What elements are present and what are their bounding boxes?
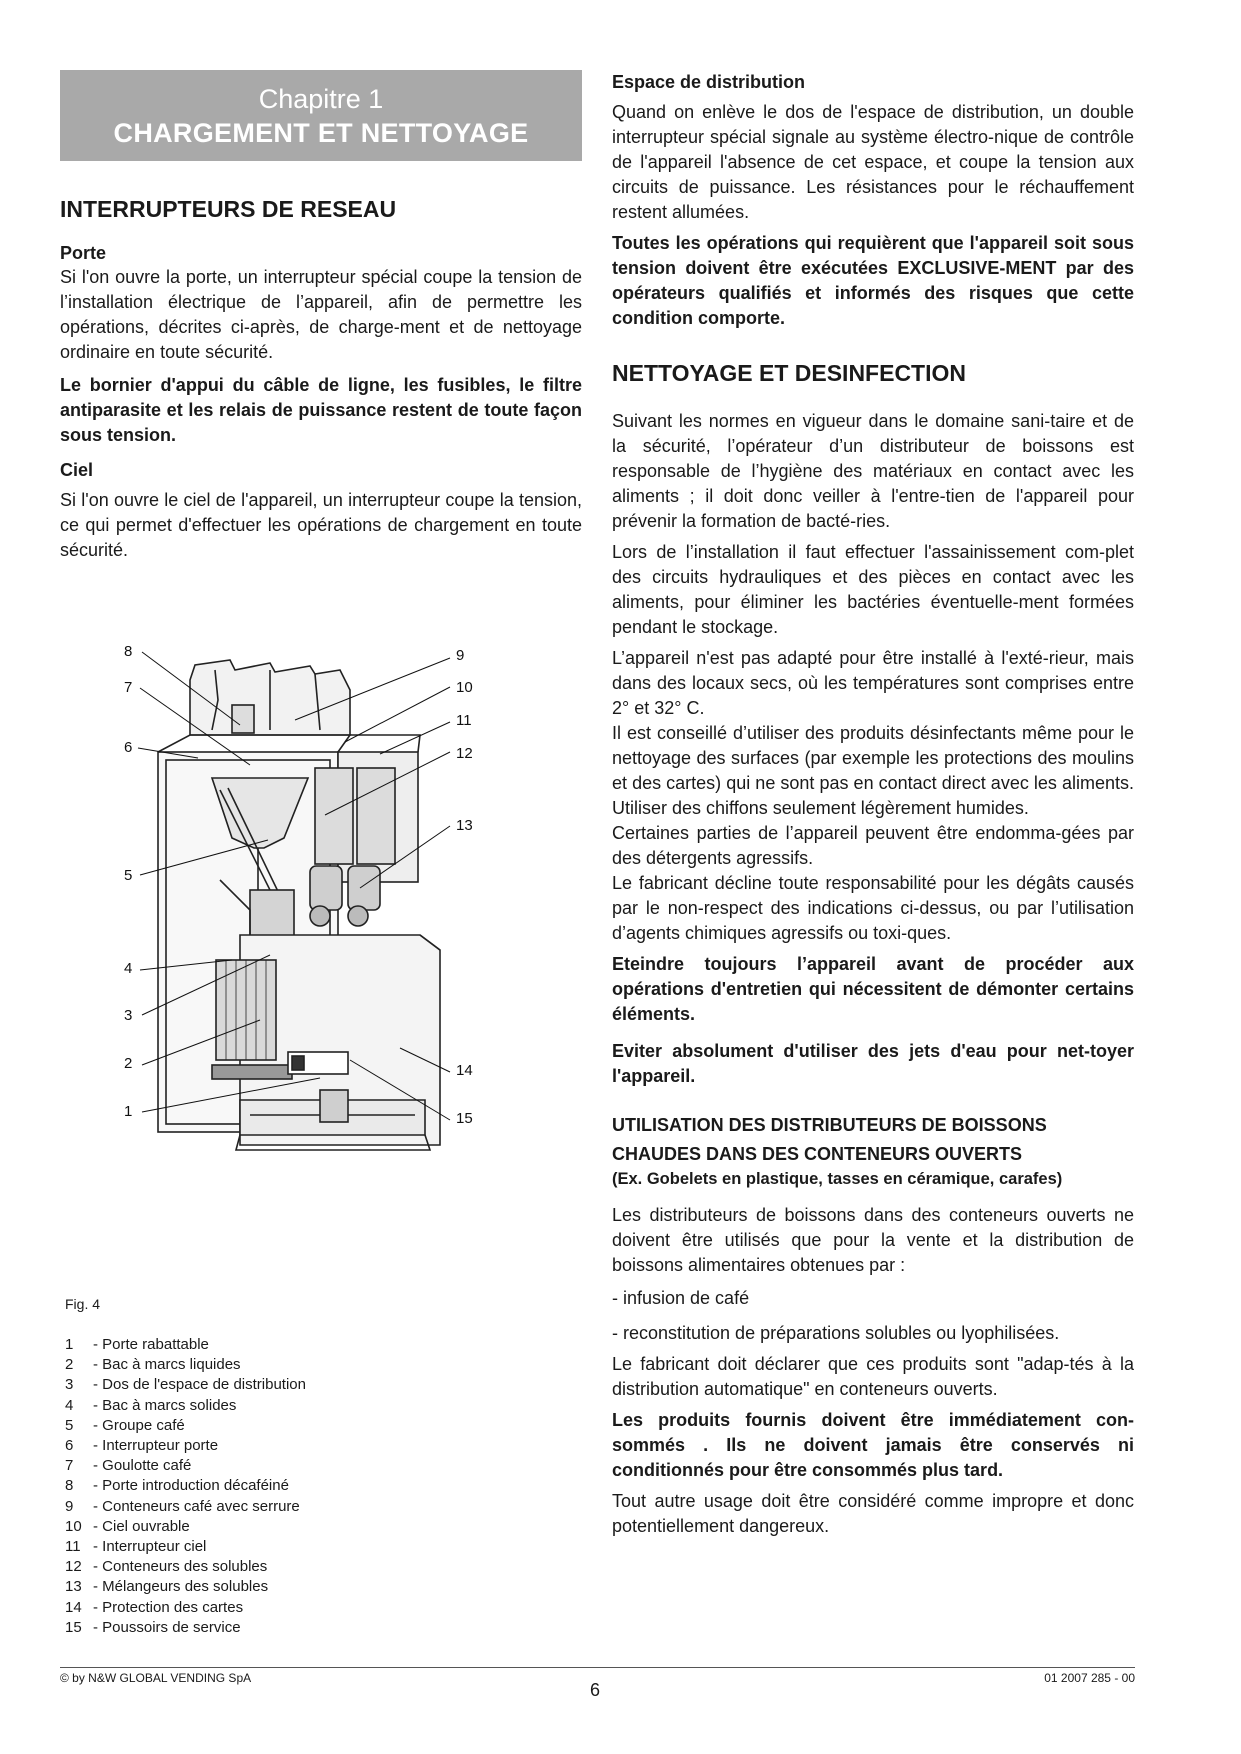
section-heading-utilisation [612, 1111, 1134, 1169]
subheading-espace: Espace de distribution [612, 72, 806, 92]
nettoyage-paragraph-4: Il est conseillé d’utiliser des produits désinfectants même pour le nettoyage des surfaces (par exemple les protections des moulins et des cartes) qui ne sont pas en contact direct avec les aliments. Utiliser des chiffons seulement légèrement humides. [612, 723, 1134, 818]
utilisation-examples: (Ex. Gobelets en plastique, tasses en céramique, carafes) [612, 1170, 1063, 1188]
subheading-porte: Porte [60, 243, 107, 263]
nettoyage-paragraph-1: Suivant les normes en vigueur dans le domaine sani-taire et de la sécurité, l’opérateur d’un distributeur de boissons est responsable de l’hygiène des matériaux en contact avec les aliments ; il doit donc veiller à l'entre-tien de l'appareil pour prévenir la formation de bacté-ries. [612, 411, 1134, 531]
nettoyage-warning-2: Eviter absolument d'utiliser des jets d'eau pour net-toyer l'appareil. [612, 1041, 1134, 1086]
callout-13: 13 [456, 817, 473, 834]
callout-15: 15 [456, 1110, 473, 1127]
nettoyage-paragraph-2: Lors de l’installation il faut effectuer l'assainissement com-plet des circuits hydrauliques et des pièces en contact avec les aliments, pour éliminer les bactéries éventuelle-ment formées pendant le stockage. [612, 542, 1134, 637]
callout-2: 2 [124, 1055, 133, 1072]
machine-diagram [120, 643, 540, 1260]
utilisation-paragraph-2: Le fabricant doit déclarer que ces produits sont "adap-tés à la distribution automatique" en conteneurs ouverts. [612, 1354, 1134, 1399]
page-number: 6 [590, 1680, 601, 1700]
subheading-ciel: Ciel [60, 460, 94, 480]
legend-item: 5 - Groupe café [65, 1416, 185, 1434]
legend-item: 14 - Protection des cartes [65, 1598, 244, 1616]
chapter-title: CHARGEMENT ET NETTOYAGE [113, 117, 529, 148]
callout-10: 10 [456, 679, 473, 696]
nettoyage-paragraph-5: Certaines parties de l’appareil peuvent être endomma-gées par des détergents agressifs. [612, 823, 1134, 868]
legend-item: 8 - Porte introduction décaféiné [65, 1477, 289, 1495]
heading-line-1: UTILISATION DES DISTRIBUTEURS DE BOISSONS [612, 1115, 1047, 1135]
utilisation-paragraph-3: Tout autre usage doit être considéré comme impropre et donc potentiellement dangereux. [612, 1491, 1134, 1536]
espace-warning: Toutes les opérations qui requièrent que l'appareil soit sous tension doivent être exécutées EXCLUSIVE-MENT par des opérateurs qualifiés et informés des risques que cette condition comporte. [612, 233, 1134, 328]
callout-9: 9 [456, 647, 465, 664]
legend-item: 12 - Conteneurs des solubles [65, 1558, 268, 1576]
utilisation-list-item-1: - infusion de café [612, 1288, 750, 1308]
legend-item: 2 - Bac à marcs liquides [65, 1356, 241, 1374]
nettoyage-paragraph-3: L’appareil n'est pas adapté pour être installé à l'exté-rieur, mais dans des locaux secs, où les températures sont comprises entre 2° et 32° C. [612, 648, 1134, 718]
utilisation-paragraph-1: Les distributeurs de boissons dans des conteneurs ouverts ne doivent être utilisés que pour la vente et la distribution de boissons alimentaires obtenues par : [612, 1205, 1134, 1275]
section-heading-interrupteurs: INTERRUPTEURS DE RESEAU [60, 196, 397, 222]
callout-12: 12 [456, 745, 473, 762]
chapter-banner [60, 70, 582, 161]
legend-item: 4 - Bac à marcs solides [65, 1396, 237, 1414]
callout-14: 14 [456, 1062, 473, 1079]
legend-item: 3 - Dos de l'espace de distribution [65, 1376, 306, 1394]
footer-doc-number: 01 2007 285 - 00 [1044, 1671, 1135, 1685]
utilisation-list-item-2: - reconstitution de préparations solubles ou lyophilisées. [612, 1323, 1060, 1343]
porte-paragraph: Si l'on ouvre la porte, un interrupteur spécial coupe la tension de l’installation électrique de l’appareil, afin de permettre les opérations, décrites ci-après, de charge-ment et de nettoyage ordinaire en toute sécurité. [60, 267, 582, 362]
callout-8: 8 [124, 643, 133, 660]
nettoyage-paragraph-6: Le fabricant décline toute responsabilité pour les dégâts causés par le non-respect des indications ci-dessus, ou par l’utilisation d’agents chimiques agressifs ou toxi-ques. [612, 873, 1134, 943]
legend-item: 7 - Goulotte café [65, 1457, 192, 1475]
legend-item: 6 - Interrupteur porte [65, 1437, 219, 1455]
callout-7: 7 [124, 679, 133, 696]
heading-line-2: CHAUDES DANS DES CONTENEURS OUVERTS [612, 1144, 1023, 1164]
nettoyage-warning-1: Eteindre toujours l’appareil avant de procéder aux opérations d'entretien qui nécessitent de démonter certains éléments. [612, 954, 1134, 1024]
legend-item: 9 - Conteneurs café avec serrure [65, 1497, 300, 1515]
section-heading-nettoyage: NETTOYAGE ET DESINFECTION [612, 360, 966, 386]
callout-5: 5 [124, 867, 133, 884]
callout-1: 1 [124, 1103, 133, 1120]
figure-legend [65, 1335, 306, 1638]
porte-warning: Le bornier d'appui du câble de ligne, les fusibles, le filtre antiparasite et les relais de puissance restent de toute façon sous tension. [60, 375, 582, 445]
utilisation-warning: Les produits fournis doivent être immédiatement con-sommés . Ils ne doivent jamais être conservés ni conditionnés pour être consommés plus tard. [612, 1410, 1134, 1480]
ciel-paragraph: Si l'on ouvre le ciel de l'appareil, un interrupteur coupe la tension, ce qui permet d'effectuer les opérations de chargement en toute sécurité. [60, 490, 582, 560]
espace-paragraph: Quand on enlève le dos de l'espace de distribution, un double interrupteur spécial signale au système électro-nique de contrôle de l'appareil l'absence de cet espace, et coupe la tension aux circuits de puissance. Les résistances pour le réchauffement restent allumées. [612, 102, 1134, 222]
chapter-number: Chapitre 1 [258, 83, 384, 114]
callout-6: 6 [124, 739, 133, 756]
right-column [612, 70, 1134, 1539]
callout-11: 11 [456, 712, 472, 729]
legend-item: 15 - Poussoirs de service [65, 1618, 241, 1636]
figure-caption: Fig. 4 [65, 1296, 101, 1312]
left-column [60, 70, 582, 563]
legend-item: 13 - Mélangeurs des solubles [65, 1578, 269, 1596]
legend-item: 1 - Porte rabattable [65, 1336, 209, 1353]
legend-item: 11 - Interrupteur ciel [65, 1538, 207, 1556]
footer-divider [60, 1667, 1135, 1668]
footer-copyright: © by N&W GLOBAL VENDING SpA [60, 1671, 252, 1685]
callout-4: 4 [124, 960, 133, 977]
callout-3: 3 [124, 1007, 133, 1024]
legend-item: 10 - Ciel ouvrable [65, 1517, 190, 1535]
